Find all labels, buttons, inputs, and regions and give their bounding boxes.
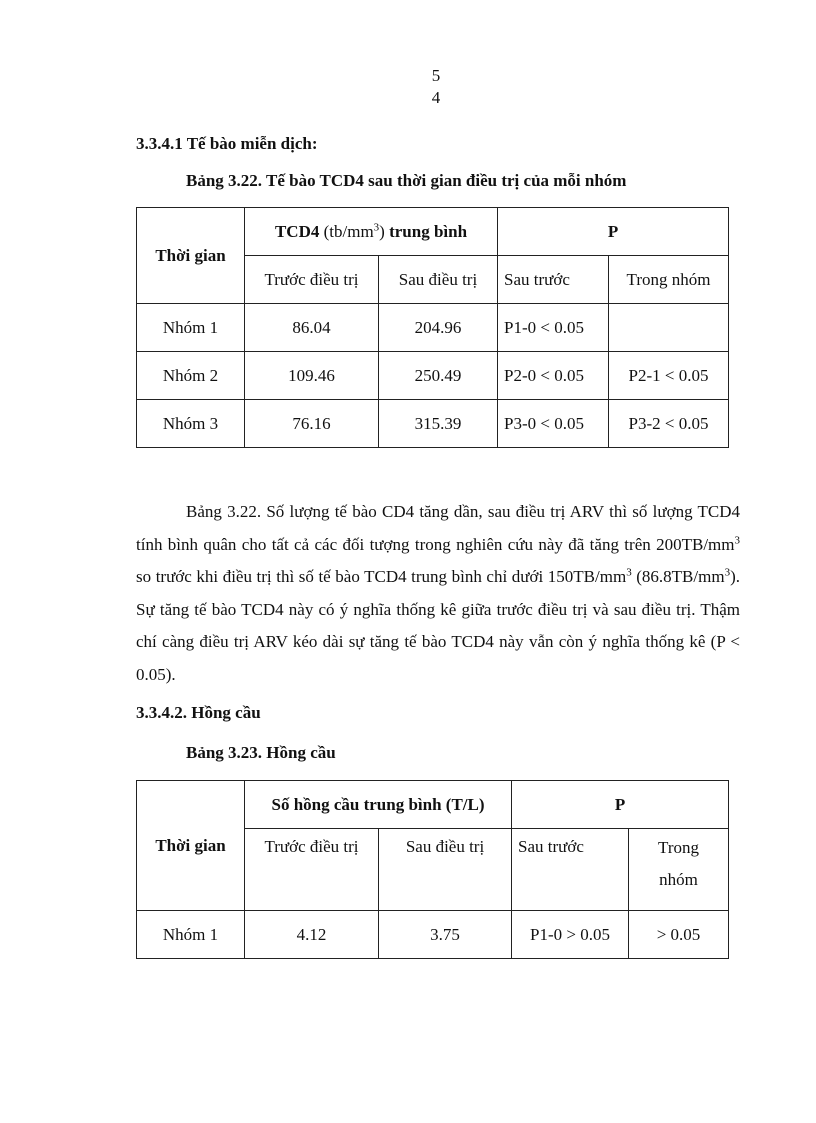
cell-after: 315.39 [379, 400, 498, 448]
col-header-time: Thời gian [137, 208, 245, 304]
table-row [137, 304, 729, 352]
cell-p-before: P3-0 < 0.05 [498, 400, 609, 448]
cell-after: 250.49 [379, 352, 498, 400]
section-heading-immune-cells: 3.3.4.1 Tế bào miễn dịch: [136, 134, 318, 153]
cell-group: Nhóm 1 [137, 911, 245, 959]
cell-p-before: P2-0 < 0.05 [498, 352, 609, 400]
table-caption-3-22: Bảng 3.22. Tế bào TCD4 sau thời gian điều trị của mỗi nhóm [186, 171, 627, 190]
cell-p-group: > 0.05 [629, 911, 729, 959]
cell-group: Nhóm 3 [137, 400, 245, 448]
col-header-rbc: Số hồng cầu trung bình (T/L) [245, 781, 512, 829]
cell-before: 4.12 [245, 911, 379, 959]
subheader-before-treatment: Trước điều trị [245, 829, 379, 911]
red-blood-cell-table [136, 780, 729, 959]
cell-before: 86.04 [245, 304, 379, 352]
body-paragraph: Bảng 3.22. Số lượng tế bào CD4 tăng dần, sau điều trị ARV thì số lượng TCD4 tính bình quân cho tất cả các đối tượng trong nghiên cứu này đã tăng trên $200TB/mm^3$ so trước khi điều trị thì số tế bào TCD4 trung bình chỉ dưới $150TB/mm^3$ $(86.8TB/mm^3)$. Sự tăng tế bào TCD4 này có ý nghĩa thống kê giữa trước điều trị và sau điều trị. Thậm chí càng điều trị ARV kéo dài sự tăng tế bào TCD4 này vẫn còn ý nghĩa thống kê (P < 0.05). [136, 502, 740, 684]
cell-p-group: P3-2 < 0.05 [609, 400, 729, 448]
cell-after: 3.75 [379, 911, 512, 959]
table-header-row [137, 781, 729, 829]
page-number-line-2: 4 [431, 88, 441, 107]
table-row [137, 400, 729, 448]
subheader-p-group: Trong nhóm [609, 256, 729, 304]
table-caption-3-23: Bảng 3.23. Hồng cầu [186, 743, 336, 762]
page-number-line-1: 5 [431, 66, 441, 85]
table-row [137, 352, 729, 400]
subheader-p-before: Sau trước [512, 829, 629, 911]
col-header-time: Thời gian [137, 781, 245, 911]
col-header-p: P [498, 208, 729, 256]
cell-p-before: P1-0 < 0.05 [498, 304, 609, 352]
table-row [137, 911, 729, 959]
cell-group: Nhóm 1 [137, 304, 245, 352]
cell-group: Nhóm 2 [137, 352, 245, 400]
subheader-after-treatment: Sau điều trị [379, 256, 498, 304]
subheader-p-group: Trong nhóm [629, 829, 729, 911]
subheader-before-treatment: Trước điều trị [245, 256, 379, 304]
table-header-row [137, 208, 729, 256]
subheader-p-before: Sau trước [498, 256, 609, 304]
section-heading-red-blood-cells: 3.3.4.2. Hồng cầu [136, 703, 261, 722]
col-header-p: P [512, 781, 729, 829]
cell-p-before: P1-0 > 0.05 [512, 911, 629, 959]
cell-before: 76.16 [245, 400, 379, 448]
col-header-tcd4: TCD4 $(tb/mm^3)$ trung bình [245, 208, 498, 256]
cell-before: 109.46 [245, 352, 379, 400]
cell-p-group: P2-1 < 0.05 [609, 352, 729, 400]
subheader-after-treatment: Sau điều trị [379, 829, 512, 911]
tcd4-table [136, 207, 729, 448]
cell-after: 204.96 [379, 304, 498, 352]
cell-p-group [609, 304, 729, 352]
